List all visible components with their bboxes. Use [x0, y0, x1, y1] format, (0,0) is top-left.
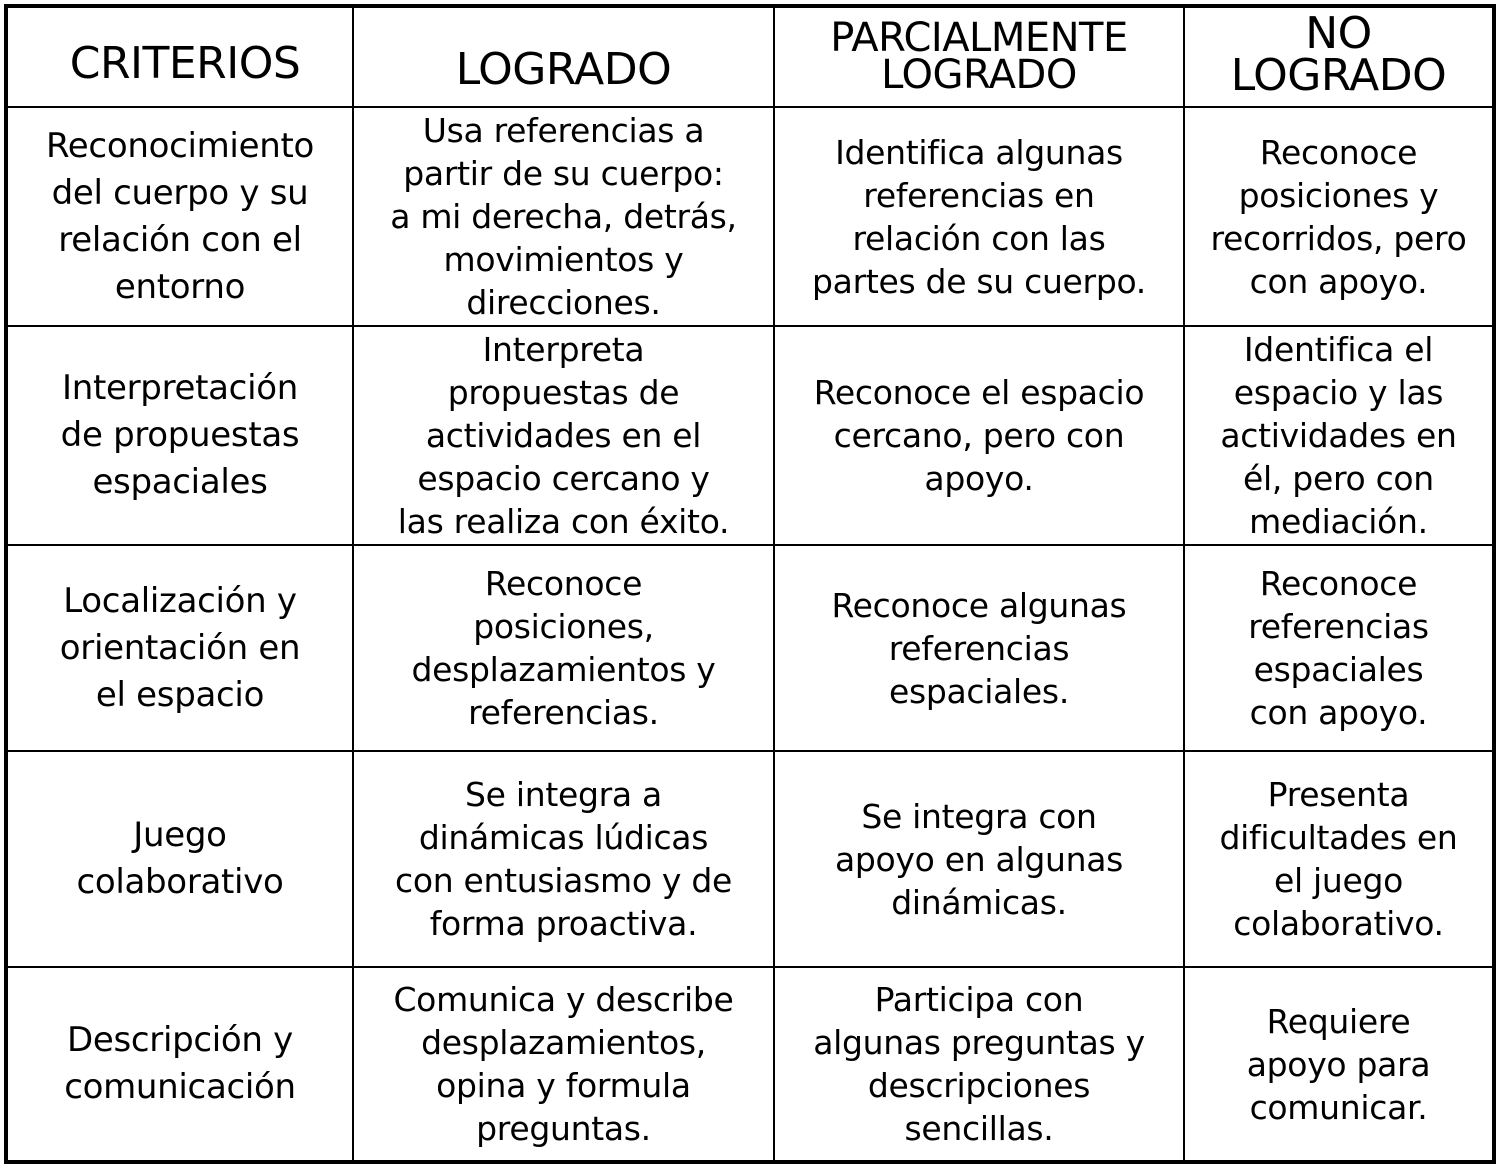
- header-criterios: [8, 8, 354, 108]
- row-1-logrado: [354, 108, 775, 327]
- header-logrado: [354, 8, 775, 108]
- row-4-logrado-text: Se integra a dinámicas lúdicas con entusiasmo y de forma proactiva.: [395, 775, 732, 943]
- row-1-criterio-text: Reconocimiento del cuerpo y su relación con el entorno: [46, 125, 314, 307]
- row-3-no-logrado-text: Reconoce referencias espaciales con apoyo.: [1248, 564, 1429, 732]
- row-2-logrado: [354, 327, 775, 546]
- header-logrado-label: LOGRADO: [455, 44, 672, 95]
- row-2-no-logrado-text: Identifica el espacio y las actividades en él, pero con mediación.: [1220, 330, 1457, 541]
- row-3-criterio-text: Localización y orientación en el espacio: [59, 580, 301, 715]
- header-no-logrado-label: NO LOGRADO: [1230, 8, 1447, 101]
- row-1-parcialmente-logrado-text: Identifica algunas referencias en relación con las partes de su cuerpo.: [812, 132, 1146, 301]
- row-4-no-logrado: [1185, 752, 1492, 968]
- row-4-parcialmente-logrado: [775, 752, 1185, 968]
- row-5-parcialmente-logrado-text: Participa con algunas preguntas y descripciones sencillas.: [813, 980, 1145, 1148]
- row-5-no-logrado-text: Requiere apoyo para comunicar.: [1246, 1001, 1431, 1127]
- row-2-logrado-text: Interpreta propuestas de actividades en el espacio cercano y las realiza con éxito.: [397, 330, 730, 541]
- rubric-table: [4, 4, 1496, 1164]
- row-4-no-logrado-text: Presenta dificultades en el juego colaborativo.: [1219, 775, 1458, 943]
- row-3-logrado: [354, 546, 775, 752]
- row-1-criterio: [8, 108, 354, 327]
- header-parcialmente-logrado-label: PARCIALMENTE LOGRADO: [830, 15, 1128, 98]
- row-4-logrado: [354, 752, 775, 968]
- header-no-logrado: [1185, 8, 1492, 108]
- row-2-parcialmente-logrado-text: Reconoce el espacio cercano, pero con apoyo.: [813, 373, 1145, 498]
- row-1-parcialmente-logrado: [775, 108, 1185, 327]
- row-4-criterio: [8, 752, 354, 968]
- row-5-no-logrado: [1185, 968, 1492, 1160]
- row-3-no-logrado: [1185, 546, 1492, 752]
- row-4-criterio-text: Juego colaborativo: [76, 815, 284, 902]
- row-1-no-logrado-text: Reconoce posiciones y recorridos, pero con apoyo.: [1210, 132, 1467, 301]
- row-3-parcialmente-logrado: [775, 546, 1185, 752]
- row-4-parcialmente-logrado-text: Se integra con apoyo en algunas dinámicas.: [834, 796, 1124, 922]
- row-3-parcialmente-logrado-text: Reconoce algunas referencias espaciales.: [831, 585, 1127, 711]
- row-1-no-logrado: [1185, 108, 1492, 327]
- row-2-parcialmente-logrado: [775, 327, 1185, 546]
- row-5-parcialmente-logrado: [775, 968, 1185, 1160]
- row-2-criterio: [8, 327, 354, 546]
- row-5-logrado-text: Comunica y describe desplazamientos, opina y formula preguntas.: [393, 980, 734, 1148]
- row-2-no-logrado: [1185, 327, 1492, 546]
- row-5-criterio: [8, 968, 354, 1160]
- row-5-logrado: [354, 968, 775, 1160]
- row-2-criterio-text: Interpretación de propuestas espaciales: [60, 368, 300, 502]
- row-3-logrado-text: Reconoce posiciones, desplazamientos y referencias.: [411, 564, 716, 732]
- row-1-logrado-text: Usa referencias a partir de su cuerpo: a mi derecha, detrás, movimientos y direcciones.: [390, 111, 737, 322]
- row-5-criterio-text: Descripción y comunicación: [64, 1020, 296, 1107]
- header-criterios-label: CRITERIOS: [69, 38, 301, 89]
- header-parcialmente-logrado: [775, 8, 1185, 108]
- row-3-criterio: [8, 546, 354, 752]
